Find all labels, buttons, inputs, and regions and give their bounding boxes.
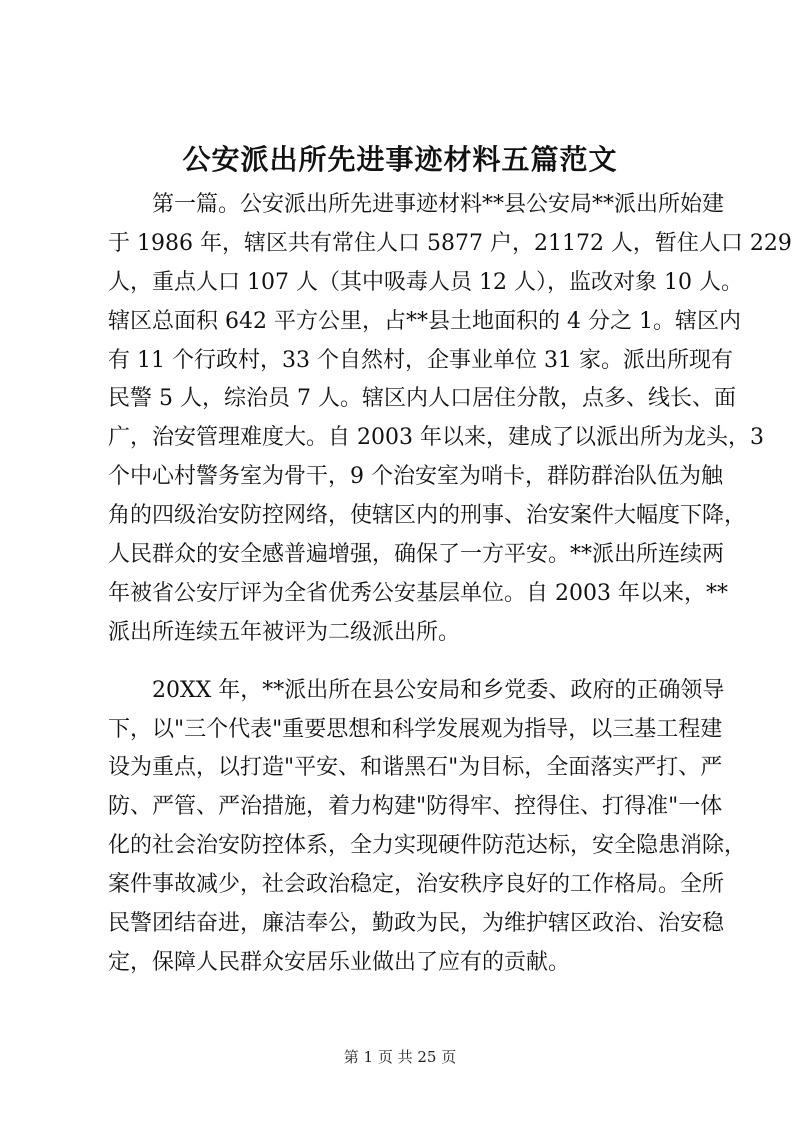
text-line: 人，重点人口 107 人（其中吸毒人员 12 人），监改对象 10 人。 <box>108 269 743 295</box>
paragraph-2 <box>108 672 747 983</box>
text-line: 设为重点，以打造"平安、和谐黑石"为目标，全面落实严打、严 <box>108 755 723 781</box>
text-line: 案件事故减少，社会政治稳定，治安秩序良好的工作格局。全所 <box>108 872 725 898</box>
text-line: 下，以"三个代表"重要思想和科学发展观为指导，以三基工程建 <box>108 716 723 742</box>
page-title: 公安派出所先进事迹材料五篇范文 <box>182 143 618 176</box>
text-line: 于 1986 年，辖区共有常住人口 5877 户，21172 人，暂住人口 229 <box>108 230 792 256</box>
text-line: 个中心村警务室为骨干，9 个治安室为哨卡，群防群治队伍为触 <box>108 464 723 490</box>
text-line: 人民群众的安全感普遍增强，确保了一方平安。**派出所连续两 <box>108 542 725 568</box>
paragraph-gap <box>108 653 708 672</box>
text-line: 民警 5 人，综治员 7 人。辖区内人口居住分散，点多、线长、面 <box>108 386 736 412</box>
text-line: 派出所连续五年被评为二级派出所。 <box>108 619 461 645</box>
text-line: 角的四级治安防控网络，使辖区内的刑事、治安案件大幅度下降， <box>108 503 747 529</box>
text-line: 有 11 个行政村，33 个自然村，企事业单位 31 家。派出所现有 <box>108 347 733 373</box>
text-line: 年被省公安厅评为全省优秀公安基层单位。自 2003 年以来，** <box>108 580 728 606</box>
text-line: 化的社会治安防控体系，全力实现硬件防范达标，安全隐患消除， <box>108 833 747 859</box>
text-line: 防、严管、严治措施，着力构建"防得牢、控得住、打得准"一体 <box>108 794 723 820</box>
text-line: 民警团结奋进，廉洁奉公，勤政为民，为维护辖区政治、治安稳 <box>108 911 725 937</box>
paragraph-1 <box>108 186 792 653</box>
text-line: 广，治安管理难度大。自 2003 年以来，建成了以派出所为龙头，3 <box>108 425 764 451</box>
document-body <box>108 186 792 983</box>
text-line: 20XX 年，**派出所在县公安局和乡党委、政府的正确领导 <box>152 677 725 703</box>
text-line: 辖区总面积 642 平方公里，占**县土地面积的 4 分之 1。辖区内 <box>108 308 741 334</box>
text-line: 第一篇。公安派出所先进事迹材料**县公安局**派出所始建 <box>152 192 725 217</box>
page-number-footer: 第 1 页 共 25 页 <box>343 1048 457 1066</box>
text-line: 定，保障人民群众安居乐业做出了应有的贡献。 <box>108 949 571 975</box>
